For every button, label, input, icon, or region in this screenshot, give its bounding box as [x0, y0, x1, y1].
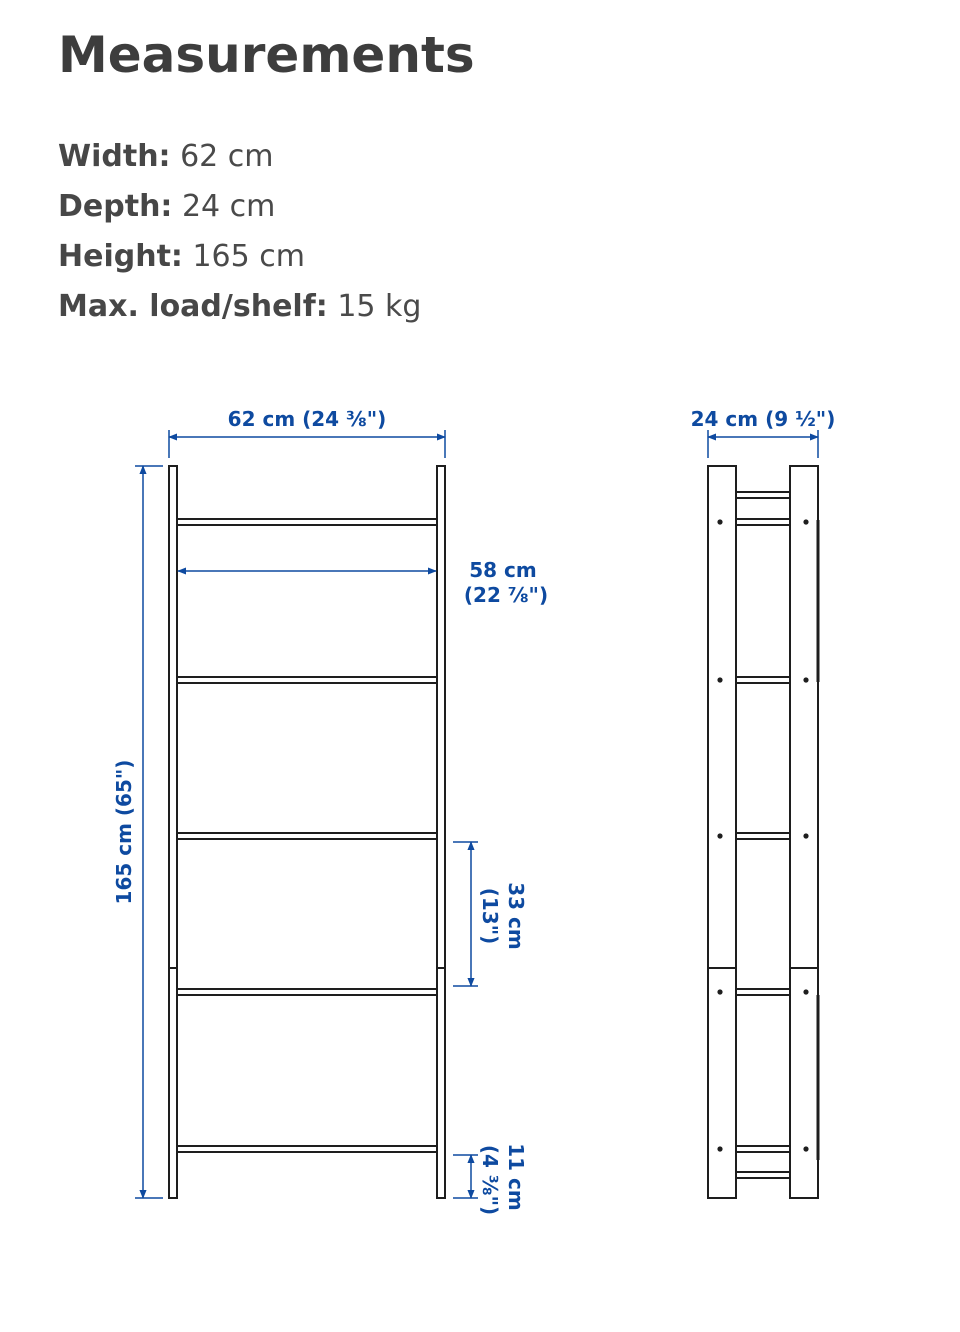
bottom-gap-label-in: (4 ⅜")	[478, 1144, 502, 1216]
inner-width-label-in: (22 ⅞")	[463, 583, 549, 607]
spec-height-value: 165 cm	[192, 239, 305, 274]
page-title: Measurements	[58, 26, 475, 84]
screw	[803, 677, 808, 682]
side-shelf-3	[736, 833, 790, 839]
side-shelf-5	[736, 1146, 790, 1152]
side-shelf-4	[736, 989, 790, 995]
side-dimensions	[708, 430, 818, 458]
spec-height-label: Height:	[58, 239, 183, 274]
side-shelf-2	[736, 677, 790, 683]
front-right-post	[437, 466, 445, 1198]
front-shelf-4	[177, 989, 437, 995]
screw	[717, 833, 722, 838]
depth-label: 24 cm (9 ½")	[690, 407, 836, 431]
inner-width-label-cm: 58 cm	[469, 558, 537, 582]
front-shelf-1	[177, 519, 437, 525]
side-rung-top	[736, 492, 790, 498]
width-label: 62 cm (24 ⅜")	[227, 407, 387, 431]
shelf-gap-label-cm: 33 cm	[504, 882, 528, 950]
screw	[717, 677, 722, 682]
screw	[803, 833, 808, 838]
spec-width-value: 62 cm	[180, 139, 274, 174]
height-label: 165 cm (65")	[112, 759, 136, 905]
front-shelf-5	[177, 1146, 437, 1152]
front-dimensions	[135, 430, 478, 1198]
spec-depth-value: 24 cm	[181, 189, 276, 224]
spec-depth-label: Depth:	[58, 189, 173, 224]
spec-max-load-value: 15 kg	[337, 289, 422, 324]
spec-width-label: Width:	[58, 139, 171, 174]
screw	[803, 1146, 808, 1151]
screw	[717, 1146, 722, 1151]
side-back-leg	[790, 466, 818, 1198]
side-front-leg	[708, 466, 736, 1198]
screw	[803, 989, 808, 994]
front-shelf-3	[177, 833, 437, 839]
front-view	[169, 466, 445, 1198]
front-shelf-2	[177, 677, 437, 683]
bottom-gap-label-cm: 11 cm	[504, 1143, 528, 1211]
spec-max-load-label: Max. load/shelf:	[58, 289, 328, 324]
screw	[717, 519, 722, 524]
screw	[717, 989, 722, 994]
side-view	[708, 466, 818, 1198]
screw	[803, 519, 808, 524]
shelf-gap-label-in: (13")	[478, 887, 502, 945]
side-rung-bottom	[736, 1172, 790, 1178]
front-left-post	[169, 466, 177, 1198]
side-shelf-1	[736, 519, 790, 525]
